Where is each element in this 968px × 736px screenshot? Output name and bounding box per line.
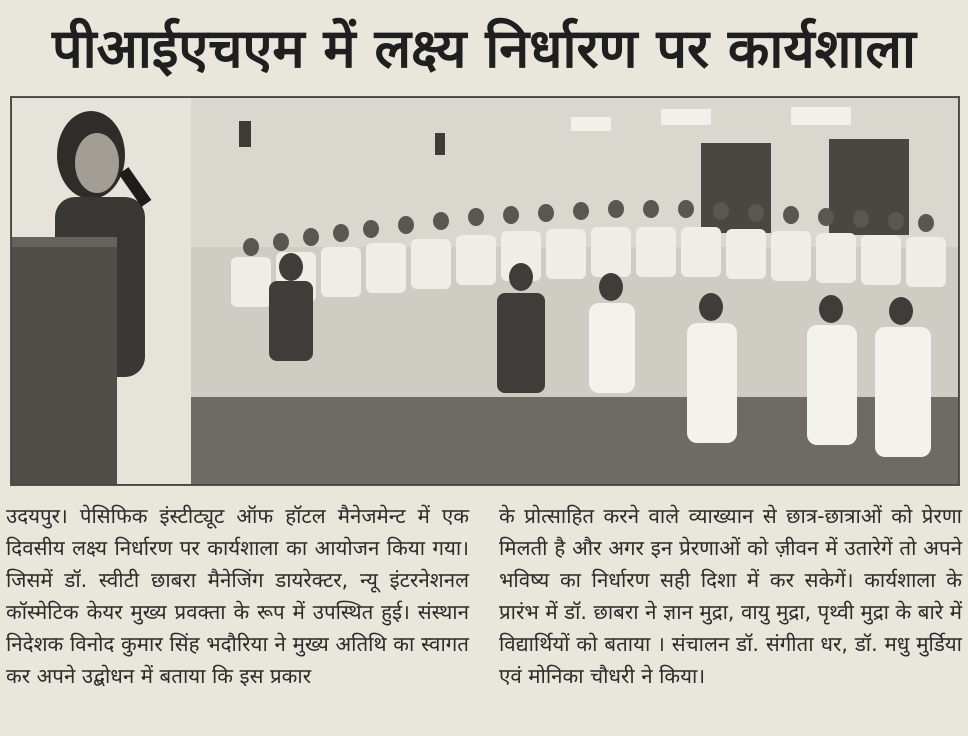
body-column-left: उदयपुर। पेसिफिक इंस्टीट्यूट ऑफ हॉटल मैनेजमेन्ट में एक दिवसीय लक्ष्य निर्धारण पर कार्यशाला का आयोजन किया गया। जिसमें डॉ. स्वीटी छाबरा मैनेजिंग डायरेक्टर, न्यू इंटरनेशनल कॉस्मेटिक केयर मुख्य प्रवक्ता के रूप में उपस्थित हुई। संस्थान निदेशक विनोद कुमार सिंह भदौरिया ने मुख्य अतिथि का स्वागत कर अपने उद्बोधन में बताया कि इस प्रकार xyxy=(6,504,469,688)
headline: पीआईएचएम में लक्ष्य निर्धारण पर कार्यशाला xyxy=(51,17,917,80)
body-column-right: के प्रोत्साहित करने वाले व्याख्यान से छात्र-छात्राओं को प्रेरणा मिलती है और अगर इन प्रेरणाओं को ज़ीवन में उतारेगें तो अपने भविष्य का निर्धारण सही दिशा में कर सकेगें। कार्यशाला के प्रारंभ में डॉ. छाबरा ने ज्ञान मुद्रा, वायु मुद्रा, पृथ्वी मुद्रा के बारे में विद्यार्थियों को बताया । संचालन डॉ. संगीता धर, डॉ. मधु मुर्डिया एवं मोनिका चौधरी ने किया। xyxy=(499,504,962,688)
article-body xyxy=(6,500,962,736)
workshop-photo-illustration xyxy=(11,97,959,485)
news-photo xyxy=(10,96,960,486)
